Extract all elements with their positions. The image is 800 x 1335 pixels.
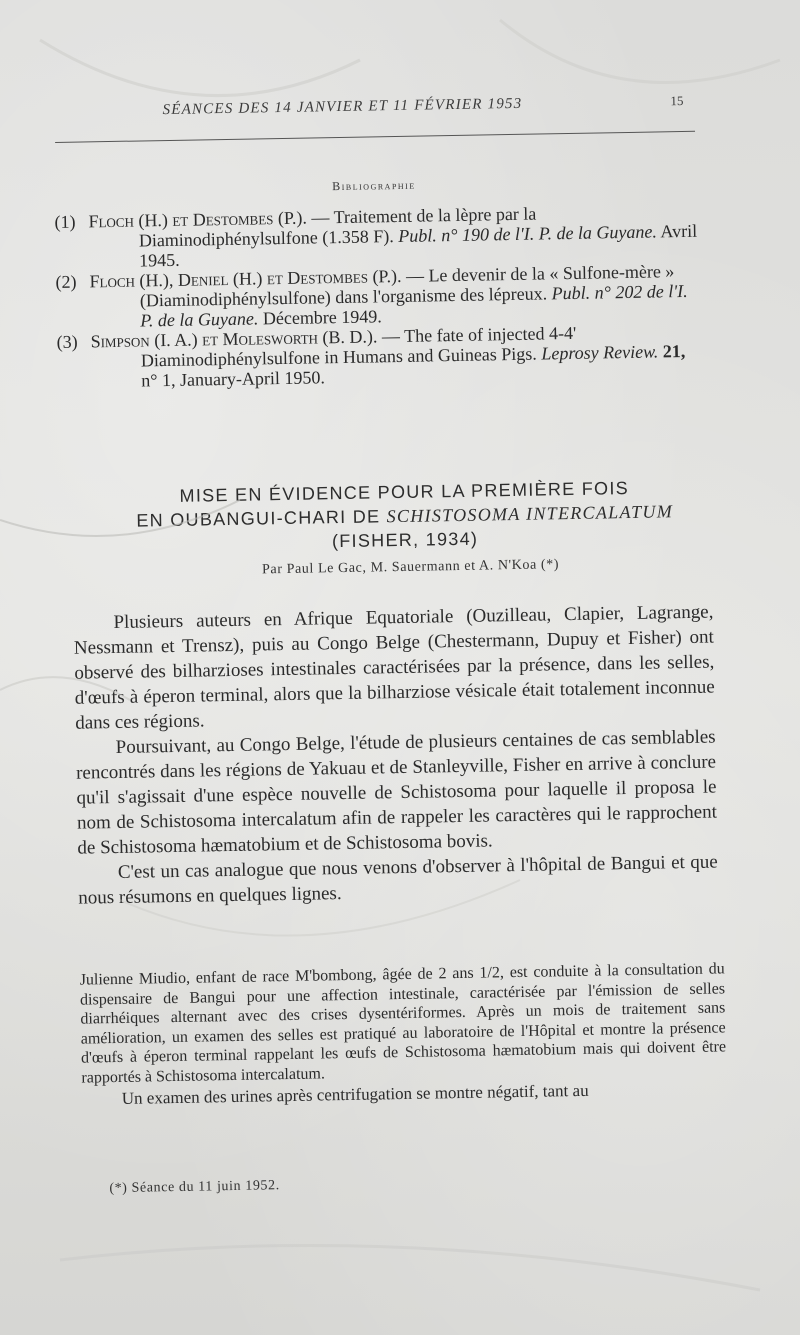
bibliography-title: Bibliographie — [332, 177, 416, 194]
ref-date: Décembre 1949. — [262, 306, 382, 329]
running-head: SÉANCES DES 14 JANVIER ET 11 FÉVRIER 1953 — [162, 95, 523, 119]
title-species: SCHISTOSOMA INTERCALATUM — [386, 501, 674, 527]
ref-text: Le devenir de la « Sulfone-mère » (Diaminodiphénylsulfone) dans l'organisme des lépreux. — [139, 261, 675, 311]
ref-authors: Floch (H.), Deniel (H.) et Destombes (P.). — — [89, 265, 425, 292]
header-rule — [55, 131, 695, 143]
body-paragraph: Plusieurs auteurs en Afrique Equatoriale (Ouzilleau, Clapier, Lagrange, Nessmann et Trensz), puis au Congo Belge (Chestermann, Dupuy et Fisher) ont observé des bilharzioses intestinales caractérisées par la présence, dans les selles, d'œufs à éperon terminal, alors que la bilharziose vésicale était totalement inconnue dans ces régions. — [73, 601, 715, 734]
ref-text: Traitement de la lèpre par la Diaminodiphénylsulfone (1.358 F). — [138, 203, 537, 251]
bibliography-entry — [55, 261, 701, 332]
ref-publication: Publ. n° 202 de l'I. P. de la Guyane. — [140, 280, 688, 331]
article-body — [73, 600, 718, 911]
case-report-text: Julienne Miudio, enfant de race M'bombong, âgée de 2 ans 1/2, est conduite à la consultation du dispensaire de Bangui pour une affection intestinale, caractérisée par l'émission de selles diarrhéiques alternant avec des crises dysentériformes. Après un mois de traitement sans amélioration, un examen des selles est pratiqué au laboratoire de l'Hôpital et montre la présence d'œufs à éperon terminal rappelant les œufs de Schistosoma hæmatobium mais qui doivent être rapportés à Schistosoma intercalatum. — [79, 960, 727, 1087]
bibliography-entry — [56, 321, 702, 392]
ref-publication: Publ. n° 190 de l'I. P. de la Guyane. — [398, 221, 658, 246]
body-paragraph: C'est un cas analogue que nous venons d'observer à l'hôpital de Bangui et que nous résumons en quelques lignes. — [78, 851, 718, 909]
title-line-3: (FISHER, 1934) — [331, 528, 479, 552]
case-report — [80, 959, 727, 1109]
body-paragraph: Poursuivant, au Congo Belge, l'étude de plusieurs centaines de cas semblables rencontrés dans les régions de Yakuau et de Stanleyville, Fisher en arrive à conclure qu'il s'agissait d'une espèce nouvelle de Schistosoma pour laquelle il proposa le nom de Schistosoma intercalatum afin de rappeler les caractères qui le rapprochent de Schistosoma hæmatobium et de Schistosoma bovis. — [75, 726, 718, 859]
article-byline: Par Paul Le Gac, M. Sauermann et A. N'Koa (*) — [261, 557, 560, 578]
ref-publication: Leprosy Review. — [541, 341, 659, 364]
article-title — [59, 474, 750, 558]
ref-number: (1) — [54, 211, 76, 232]
ref-authors: Simpson (I. A.) et Molesworth (B. D.). — — [90, 325, 401, 352]
ref-date: n° 1, January-April 1950. — [141, 367, 326, 391]
ref-date: Avril 1945. — [139, 220, 698, 271]
title-line-2-text: EN OUBANGUI-CHARI DE — [136, 506, 381, 531]
ref-authors: Floch (H.) et Destombes (P.). — — [88, 207, 330, 232]
footnote: (*) Séance du 11 juin 1952. — [109, 1178, 280, 1197]
ref-volume: 21, — [662, 340, 686, 362]
title-line-1: MISE EN ÉVIDENCE POUR LA PREMIÈRE FOIS — [179, 477, 630, 506]
ref-number: (2) — [55, 271, 77, 292]
case-report-continuation: Un examen des urines après centrifugation se montre négatif, tant au — [121, 1080, 589, 1108]
ref-number: (3) — [56, 331, 78, 352]
ref-text: The fate of injected 4-4' Diaminodiphénylsulfone in Humans and Guineas Pigs. — [140, 322, 577, 371]
bibliography-entry — [54, 201, 700, 272]
page-number: 15 — [670, 92, 684, 109]
bibliography-list — [54, 201, 702, 392]
